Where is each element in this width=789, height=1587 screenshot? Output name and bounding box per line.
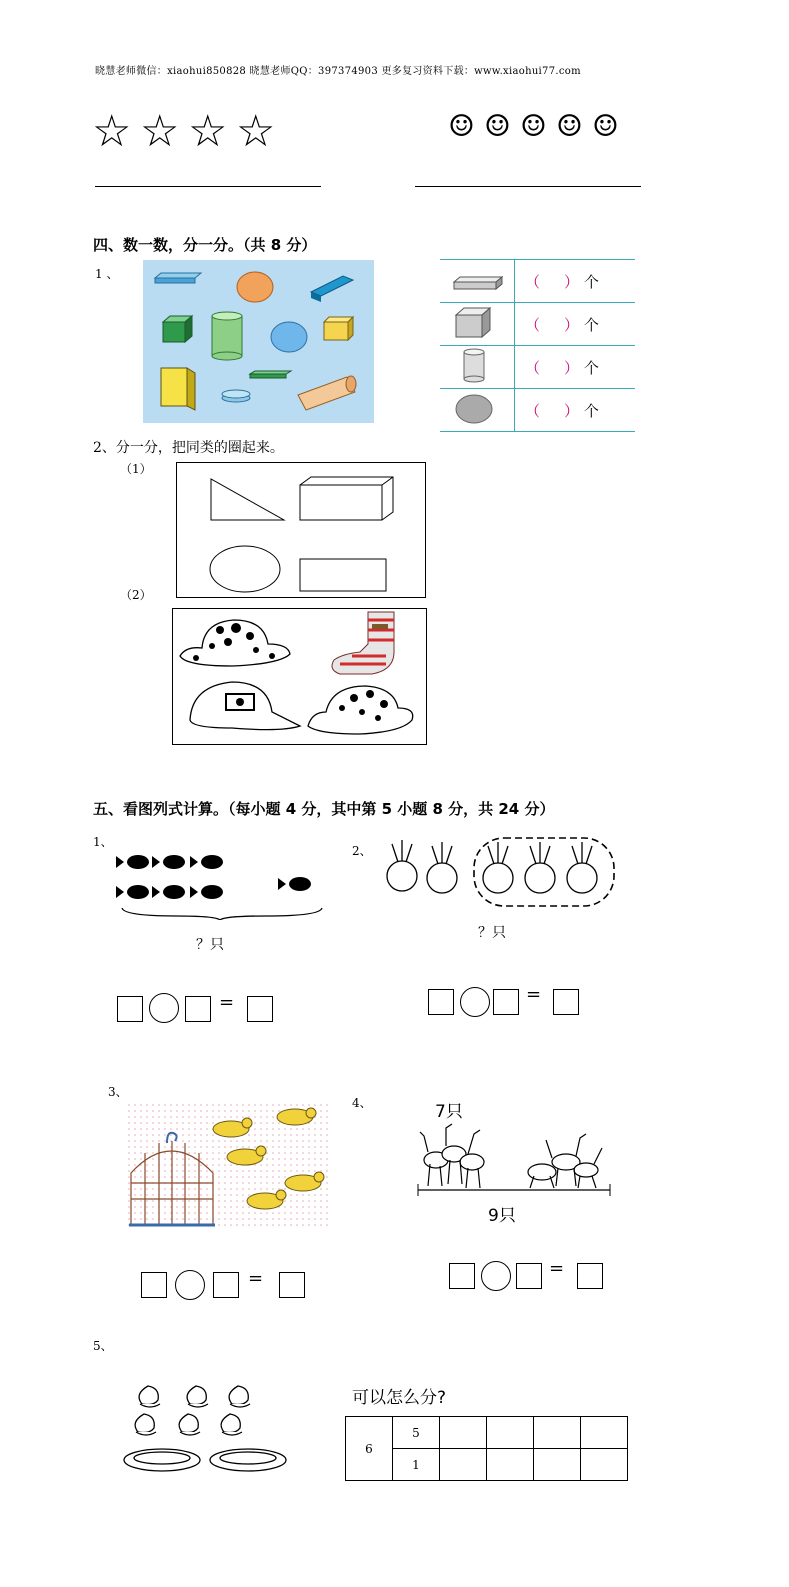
q5-3-label: 3、 (108, 1085, 128, 1099)
count-row-cube (440, 303, 635, 346)
q2-title: 2、分一分，把同类的圈起来。 (93, 440, 284, 456)
answer-box[interactable] (577, 1263, 603, 1289)
fish-picture (116, 846, 328, 920)
equals-sign: = (526, 984, 542, 1005)
answer-box[interactable] (553, 989, 579, 1015)
deer-picture (410, 1118, 616, 1202)
smiley-icon: ☺ (484, 109, 511, 144)
answer-box[interactable] (185, 996, 211, 1022)
smiley-icon: ☺ (556, 109, 583, 144)
operator-circle[interactable] (175, 1270, 205, 1300)
split-cell: 5 (393, 1417, 440, 1449)
answer-box[interactable] (279, 1272, 305, 1298)
q5-2-label: 2、 (352, 844, 372, 858)
q5-2-question: ？只 (478, 925, 506, 941)
star-icon: ☆ (188, 106, 228, 157)
answer-box[interactable] (213, 1272, 239, 1298)
answer-box[interactable] (117, 996, 143, 1022)
solids-picture (143, 260, 374, 423)
equals-sign: = (248, 1268, 264, 1289)
header-contact: 晓慧老师微信：xiaohui850828 晓慧老师QQ：397374903 更多复习资料下载：www.xiaohui77.com (95, 66, 581, 77)
cuboid-icon (440, 260, 515, 303)
count-answer-field[interactable]: （ ） 个 (515, 303, 636, 346)
operator-circle[interactable] (149, 993, 179, 1023)
split-cell[interactable] (534, 1449, 581, 1481)
split-table (345, 1416, 628, 1481)
split-cell[interactable] (440, 1417, 487, 1449)
q5-4-total-label: 9只 (488, 1206, 516, 1226)
sphere-icon (440, 389, 515, 432)
peaches-plates-picture (120, 1380, 292, 1476)
equals-sign: = (549, 1258, 565, 1279)
clothing-box (172, 608, 428, 746)
split-cell[interactable] (487, 1449, 534, 1481)
q2-sub2-label: （2） (120, 588, 152, 602)
operator-circle[interactable] (460, 987, 490, 1017)
radish-picture (380, 826, 620, 910)
smiley-icon: ☺ (592, 109, 619, 144)
q2-sub1-label: （1） (120, 462, 152, 476)
equals-sign: = (219, 992, 235, 1013)
star-icon: ☆ (140, 106, 180, 157)
count-row-cylinder (440, 346, 635, 389)
q5-1-question: ？只 (196, 937, 224, 953)
q5-4-top-label: 7只 (435, 1102, 463, 1122)
birds-cage-picture (127, 1103, 331, 1229)
answer-box[interactable] (516, 1263, 542, 1289)
answer-box[interactable] (141, 1272, 167, 1298)
answer-box[interactable] (493, 989, 519, 1015)
split-cell[interactable] (440, 1449, 487, 1481)
q5-5-label: 5、 (93, 1339, 113, 1353)
q5-1-label: 1、 (93, 835, 113, 849)
answer-box[interactable] (247, 996, 273, 1022)
count-answer-field[interactable]: （ ） 个 (515, 389, 636, 432)
split-total: 6 (346, 1417, 393, 1481)
shapes-box (176, 462, 427, 599)
count-answer-field[interactable]: （ ） 个 (515, 346, 636, 389)
cylinder-icon (440, 346, 515, 389)
smiley-icon: ☺ (448, 109, 475, 144)
count-answer-field[interactable]: （ ） 个 (515, 260, 636, 303)
split-cell[interactable] (581, 1417, 628, 1449)
split-cell: 1 (393, 1449, 440, 1481)
q5-5-prompt: 可以怎么分? (352, 1388, 447, 1408)
count-table (440, 259, 635, 432)
q5-4-label: 4、 (352, 1096, 372, 1110)
cube-icon (440, 303, 515, 346)
answer-box[interactable] (428, 989, 454, 1015)
smiley-icon: ☺ (520, 109, 547, 144)
answer-box[interactable] (449, 1263, 475, 1289)
section5-title: 五、看图列式计算。（每小题 4 分，其中第 5 小题 8 分，共 24 分） (93, 800, 555, 818)
split-cell[interactable] (534, 1417, 581, 1449)
score-underline (415, 186, 641, 187)
count-row-sphere (440, 389, 635, 432)
section4-title: 四、数一数，分一分。（共 8 分） (93, 236, 317, 254)
q1-label: 1 、 (95, 267, 119, 281)
split-cell[interactable] (487, 1417, 534, 1449)
star-icon: ☆ (92, 106, 132, 157)
name-underline (95, 186, 321, 187)
star-icon: ☆ (236, 106, 276, 157)
split-cell[interactable] (581, 1449, 628, 1481)
operator-circle[interactable] (481, 1261, 511, 1291)
count-row-cuboid (440, 260, 635, 303)
